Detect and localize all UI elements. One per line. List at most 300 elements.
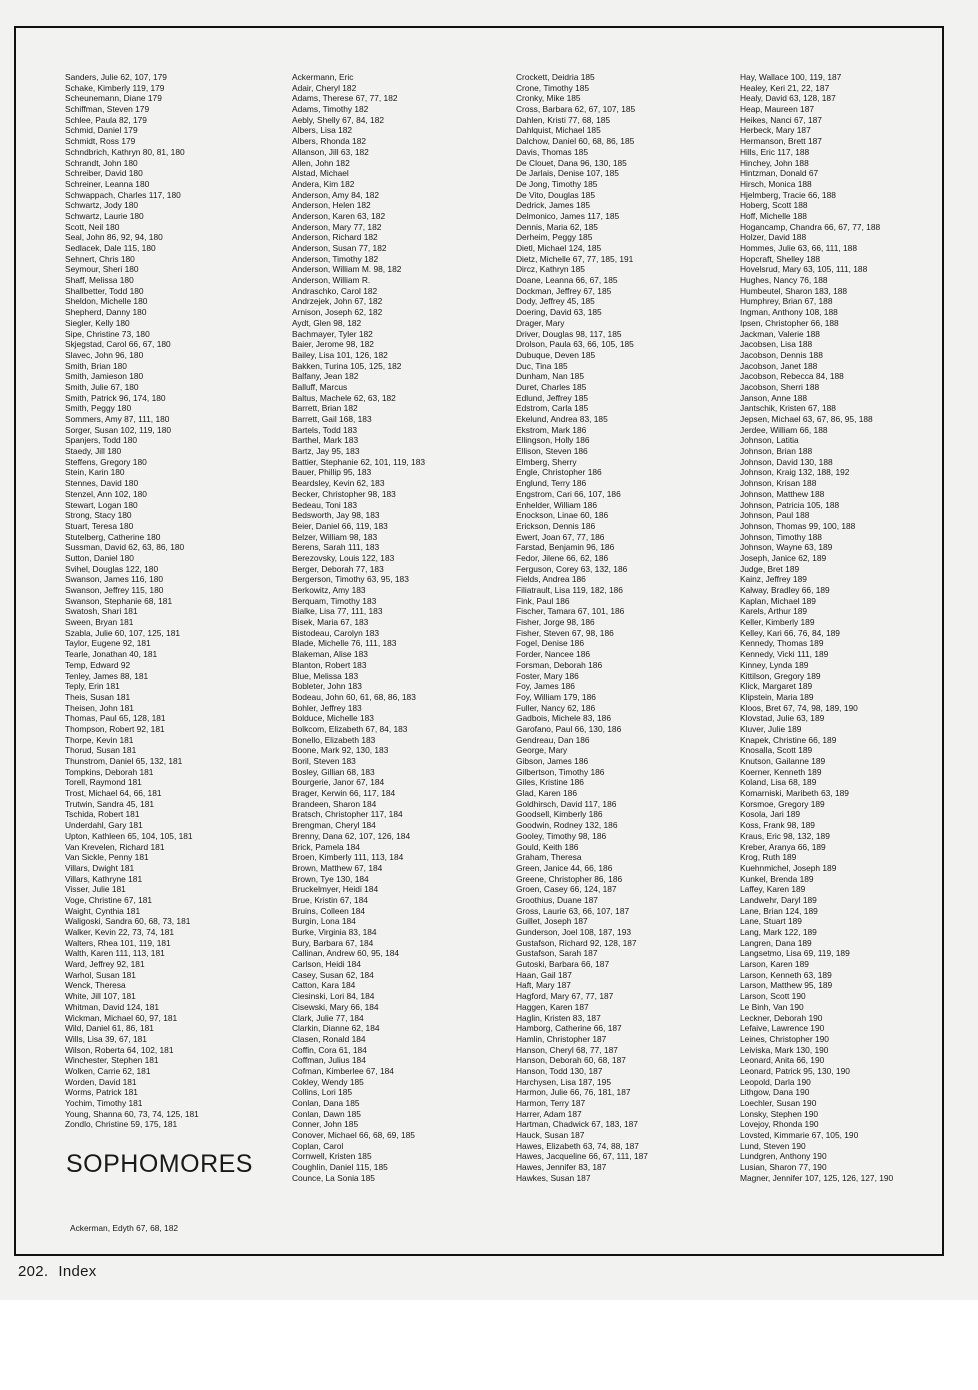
index-entry: Van Krevelen, Richard 181 bbox=[65, 841, 165, 852]
index-entry: Bruckelmyer, Heidi 184 bbox=[292, 884, 379, 895]
index-entry: Drager, Mary bbox=[516, 317, 565, 328]
index-entry: Haggen, Karen 187 bbox=[516, 1001, 589, 1012]
index-entry: Bohler, Jeffrey 183 bbox=[292, 702, 362, 713]
index-entry: Bedeau, Toni 183 bbox=[292, 499, 358, 510]
index-entry: Swanson, Stephanie 68, 181 bbox=[65, 595, 173, 606]
index-entry: Wills, Lisa 39, 67, 181 bbox=[65, 1033, 147, 1044]
index-entry: Dedrick, James 185 bbox=[516, 200, 591, 211]
index-entry: Wilson, Roberta 64, 102, 181 bbox=[65, 1044, 174, 1055]
index-entry: Slavec, John 96, 180 bbox=[65, 349, 144, 360]
index-entry: Bratsch, Christopher 117, 184 bbox=[292, 809, 403, 820]
index-entry: Schreiber, David 180 bbox=[65, 168, 143, 179]
index-entry: Kaplan, Michael 189 bbox=[740, 595, 816, 606]
index-entry: Langren, Dana 189 bbox=[740, 937, 812, 948]
index-entry: Swatosh, Shari 181 bbox=[65, 606, 138, 617]
index-entry: Dietz, Michelle 67, 77, 185, 191 bbox=[516, 253, 634, 264]
index-entry: Fisher, Steven 67, 98, 186 bbox=[516, 627, 614, 638]
index-entry: Callinan, Andrew 60, 95, 184 bbox=[292, 948, 400, 959]
index-entry: Fields, Andrea 186 bbox=[516, 574, 586, 585]
index-entry: Cross, Barbara 62, 67, 107, 185 bbox=[516, 104, 636, 115]
index-entry: Albers, Lisa 182 bbox=[292, 125, 353, 136]
index-entry: Forder, Nancee 186 bbox=[516, 649, 591, 660]
index-entry: Villars, Kathryne 181 bbox=[65, 873, 143, 884]
index-entry: Koerner, Kenneth 189 bbox=[740, 766, 822, 777]
index-entry: Hoberg, Scott 188 bbox=[740, 200, 808, 211]
index-entry: Fink, Paul 186 bbox=[516, 595, 570, 606]
index-entry: Cronky, Mike 185 bbox=[516, 93, 581, 104]
index-entry: Bolduce, Michelle 183 bbox=[292, 713, 374, 724]
index-entry: Harrer, Adam 187 bbox=[516, 1108, 582, 1119]
index-entry: Bolkcom, Elizabeth 67, 84, 183 bbox=[292, 723, 408, 734]
index-entry: Landwehr, Daryl 189 bbox=[740, 894, 817, 905]
index-entry: Aebly, Shelly 67, 84, 182 bbox=[292, 114, 385, 125]
index-entry: Keller, Kimberly 189 bbox=[740, 617, 815, 628]
index-entry: Steffens, Gregory 180 bbox=[65, 456, 147, 467]
index-entry: Worden, David 181 bbox=[65, 1076, 137, 1087]
index-entry: Balfany, Jean 182 bbox=[292, 371, 359, 382]
index-entry: Leonard, Patrick 95, 130, 190 bbox=[740, 1065, 850, 1076]
index-entry: Walth, Karen 111, 113, 181 bbox=[65, 948, 165, 959]
index-entry: Hommes, Julie 63, 66, 111, 188 bbox=[740, 243, 858, 253]
index-entry: Hjelmberg, Tracie 66, 188 bbox=[740, 189, 836, 200]
index-entry: Brick, Pamela 184 bbox=[292, 841, 360, 852]
index-entry: Johnson, Wayne 63, 189 bbox=[740, 542, 833, 553]
index-entry: Karels, Arthur 189 bbox=[740, 606, 808, 617]
index-entry: Lundgren, Anthony 190 bbox=[740, 1151, 827, 1162]
index-entry: Kreber, Aranya 66, 189 bbox=[740, 841, 826, 852]
index-entry: Kennedy, Vicki 111, 189 bbox=[740, 649, 829, 660]
index-entry: Gendreau, Dan 186 bbox=[516, 734, 590, 745]
page-section-label: Index bbox=[58, 1263, 97, 1280]
index-entry: Johnson, Paul 188 bbox=[740, 510, 810, 521]
index-entry: Barthel, Mark 183 bbox=[292, 435, 359, 446]
index-entry: Gustafson, Richard 92, 128, 187 bbox=[516, 937, 637, 948]
index-entry: Sheldon, Michelle 180 bbox=[65, 296, 148, 307]
index-entry: Cofman, Kimberlee 67, 184 bbox=[292, 1065, 394, 1076]
index-entry: Johnson, Kraig 132, 188, 192 bbox=[740, 467, 850, 478]
index-entry: Dennis, Maria 62, 185 bbox=[516, 221, 598, 232]
index-entry: Judge, Bret 189 bbox=[740, 563, 800, 574]
index-entry: Kennedy, Thomas 189 bbox=[740, 638, 824, 649]
index-entry: Larson, Scott 190 bbox=[740, 991, 806, 1002]
index-entry: Jacobson, Janet 188 bbox=[740, 360, 818, 371]
index-entry: Szabla, Julie 60, 107, 125, 181 bbox=[65, 627, 181, 638]
index-entry: Spanjers, Todd 180 bbox=[65, 435, 138, 446]
index-entry: Sipe, Christine 73, 180 bbox=[65, 328, 150, 339]
index-entry: Engstrom, Cari 66, 107, 186 bbox=[516, 488, 621, 499]
index-entry: Kalway, Bradley 66, 189 bbox=[740, 585, 830, 595]
index-entry: Lane, Stuart 189 bbox=[740, 916, 802, 927]
index-entry: Foster, Mary 186 bbox=[516, 670, 579, 681]
index-entry: Anderson, Richard 182 bbox=[292, 232, 378, 243]
index-entry: Clarkin, Dianne 62, 184 bbox=[292, 1023, 380, 1034]
index-entry: Crone, Timothy 185 bbox=[516, 82, 590, 93]
index-entry: Leopold, Darla 190 bbox=[740, 1076, 811, 1087]
index-entry: Andraschko, Carol 182 bbox=[292, 285, 378, 296]
index-entry: Hartman, Chadwick 67, 183, 187 bbox=[516, 1119, 638, 1130]
index-column-3 bbox=[516, 72, 721, 1184]
index-entry: Korsmoe, Gregory 189 bbox=[740, 798, 825, 809]
index-entry: Stennes, David 180 bbox=[65, 478, 139, 489]
index-entry: Swanson, Jeffrey 115, 180 bbox=[65, 585, 164, 595]
index-entry: George, Mary bbox=[516, 745, 568, 756]
index-entry: Trutwin, Sandra 45, 181 bbox=[65, 798, 155, 809]
index-entry: Gutoski, Barbara 66, 187 bbox=[516, 959, 610, 970]
index-entry: Hagford, Mary 67, 77, 187 bbox=[516, 991, 614, 1002]
index-entry: Adams, Therese 67, 77, 182 bbox=[292, 93, 398, 104]
index-entry: Kosola, Jari 189 bbox=[740, 809, 801, 820]
index-entry: Anderson, Helen 182 bbox=[292, 200, 371, 211]
index-entry: Baier, Jerome 98, 182 bbox=[292, 339, 374, 350]
index-entry: Coffman, Julius 184 bbox=[292, 1055, 366, 1066]
index-entry: Joseph, Janice 62, 189 bbox=[740, 552, 827, 563]
index-entry: Hanson, Cheryl 68, 77, 187 bbox=[516, 1044, 618, 1055]
index-entry: Johnson, Timothy 188 bbox=[740, 531, 822, 542]
index-entry: Green, Janice 44, 66, 186 bbox=[516, 862, 613, 873]
index-entry: Klick, Margaret 189 bbox=[740, 681, 813, 692]
index-entry: Brenny, Dana 62, 107, 126, 184 bbox=[292, 830, 411, 841]
index-entry: De Clouet, Dana 96, 130, 185 bbox=[516, 157, 627, 168]
index-entry: Janson, Anne 188 bbox=[740, 392, 808, 403]
index-entry: Le Binh, Van 190 bbox=[740, 1001, 804, 1012]
index-entry: Harmon, Julie 66, 76, 181, 187 bbox=[516, 1087, 631, 1098]
index-entry: Hogancamp, Chandra 66, 67, 77, 188 bbox=[740, 221, 881, 232]
index-entry: Upton, Kathleen 65, 104, 105, 181 bbox=[65, 830, 193, 841]
index-entry: Ellison, Steven 186 bbox=[516, 446, 588, 457]
index-entry: Smith, Patrick 96, 174, 180 bbox=[65, 392, 166, 403]
index-entry: Schake, Kimberly 119, 179 bbox=[65, 82, 165, 93]
index-entry: Klovstad, Julie 63, 189 bbox=[740, 713, 825, 724]
index-entry: Bartz, Jay 95, 183 bbox=[292, 446, 360, 457]
index-entry: Ipsen, Christopher 66, 188 bbox=[740, 317, 839, 328]
index-entry: De Jarlais, Denise 107, 185 bbox=[516, 168, 619, 179]
index-entry: Brengman, Cheryl 184 bbox=[292, 820, 376, 831]
index-entry: Bailey, Lisa 101, 126, 182 bbox=[292, 349, 388, 360]
index-entry: Doane, Leanna 66, 67, 185 bbox=[516, 275, 618, 286]
index-entry: Schrandt, John 180 bbox=[65, 157, 138, 168]
index-entry: Bakken, Turina 105, 125, 182 bbox=[292, 360, 402, 371]
index-entry: Becker, Christopher 98, 183 bbox=[292, 488, 396, 499]
index-entry: Cokley, Wendy 185 bbox=[292, 1076, 364, 1087]
index-entry: Blakeman, Alise 183 bbox=[292, 649, 368, 660]
index-entry: Foy, William 179, 186 bbox=[516, 691, 596, 702]
index-entry: Hanson, Todd 130, 187 bbox=[516, 1065, 603, 1076]
index-entry: Wild, Daniel 61, 86, 181 bbox=[65, 1023, 154, 1034]
index-entry: Blanton, Robert 183 bbox=[292, 659, 367, 670]
index-entry: Jerdee, William 66, 188 bbox=[740, 424, 828, 435]
index-entry: Driver, Douglas 98, 117, 185 bbox=[516, 328, 622, 339]
index-entry: Bisek, Maria 67, 183 bbox=[292, 617, 369, 628]
index-entry: Hamlin, Christopher 187 bbox=[516, 1033, 607, 1044]
index-entry: Balluff, Marcus bbox=[292, 381, 348, 392]
index-entry: Humbeutel, Sharon 183, 188 bbox=[740, 285, 848, 296]
index-entry: Jacobson, Rebecca 84, 188 bbox=[740, 371, 844, 382]
index-entry: Dunham, Nan 185 bbox=[516, 371, 584, 382]
index-entry: Koland, Lisa 68, 189 bbox=[740, 777, 817, 788]
index-entry: Thunstrom, Daniel 65, 132, 181 bbox=[65, 756, 183, 766]
index-entry: Beier, Daniel 66, 119, 183 bbox=[292, 520, 388, 531]
index-entry: Teply, Erin 181 bbox=[65, 681, 120, 692]
index-entry: Giles, Kristine 186 bbox=[516, 777, 584, 788]
index-entry: Conlan, Dana 185 bbox=[292, 1098, 360, 1108]
index-entry: Schndbrich, Kathryn 80, 81, 180 bbox=[65, 146, 185, 157]
index-entry: Hay, Wallace 100, 119, 187 bbox=[740, 72, 842, 82]
index-entry: Blade, Michelle 76, 111, 183 bbox=[292, 638, 397, 649]
index-entry: Bialke, Lisa 77, 111, 183 bbox=[292, 606, 383, 617]
index-entry: Clasen, Ronald 184 bbox=[292, 1033, 366, 1044]
index-entry: Bobleter, John 183 bbox=[292, 681, 362, 692]
index-entry: Hawes, Jennifer 83, 187 bbox=[516, 1162, 607, 1173]
index-entry: Ingman, Anthony 108, 188 bbox=[740, 307, 838, 318]
index-entry: Anderson, Amy 84, 182 bbox=[292, 189, 380, 200]
index-entry: Delmonico, James 117, 185 bbox=[516, 210, 620, 221]
index-entry: Haft, Mary 187 bbox=[516, 980, 571, 991]
index-entry: Loechler, Susan 190 bbox=[740, 1098, 817, 1108]
index-entry: Dietl, Michael 124, 185 bbox=[516, 243, 602, 253]
index-entry: Coffin, Cora 61, 184 bbox=[292, 1044, 367, 1055]
index-entry: Staedy, Jill 180 bbox=[65, 446, 122, 457]
index-entry: Smith, Peggy 180 bbox=[65, 403, 132, 414]
index-entry: Graham, Theresa bbox=[516, 852, 582, 863]
index-entry: Hinchey, John 188 bbox=[740, 157, 809, 168]
index-entry: Jepsen, Michael 63, 67, 86, 95, 188 bbox=[740, 414, 873, 424]
index-entry: Goodwin, Rodney 132, 186 bbox=[516, 820, 618, 831]
index-entry: Haglin, Kristen 83, 187 bbox=[516, 1012, 601, 1023]
index-entry: Larson, Matthew 95, 189 bbox=[740, 980, 833, 991]
index-entry: Wickman, Michael 60, 97, 181 bbox=[65, 1012, 178, 1023]
index-entry: Jackman, Valerie 188 bbox=[740, 328, 820, 339]
index-entry: Hanson, Deborah 60, 68, 187 bbox=[516, 1055, 626, 1066]
index-entry: Waligoski, Sandra 60, 68, 73, 181 bbox=[65, 916, 191, 927]
index-entry: Lovejoy, Rhonda 190 bbox=[740, 1119, 819, 1130]
index-entry: Kainz, Jeffrey 189 bbox=[740, 574, 807, 585]
index-entry: Elmberg, Sherry bbox=[516, 456, 577, 467]
index-entry: Smith, Julie 67, 180 bbox=[65, 381, 139, 392]
index-entry: Siegler, Kelly 180 bbox=[65, 317, 130, 328]
index-entry: Ackerman, Edyth 67, 68, 182 bbox=[70, 1223, 179, 1233]
index-entry: Heikes, Nanci 67, 187 bbox=[740, 114, 822, 125]
index-entry: Beardsley, Kevin 62, 183 bbox=[292, 478, 385, 489]
index-entry: Dockman, Jeffrey 67, 185 bbox=[516, 285, 612, 296]
index-entry: Edstrom, Carla 185 bbox=[516, 403, 589, 414]
index-entry: Lane, Brian 124, 189 bbox=[740, 905, 818, 916]
index-entry: Schwartz, Laurie 180 bbox=[65, 210, 144, 221]
index-entry: Taylor, Eugene 92, 181 bbox=[65, 638, 151, 649]
index-entry: Bachmayer, Tyler 182 bbox=[292, 328, 373, 339]
index-entry: Kraus, Eric 98, 132, 189 bbox=[740, 830, 830, 841]
index-entry: Johnson, Krisan 188 bbox=[740, 478, 817, 489]
index-entry: Johnson, Thomas 99, 100, 188 bbox=[740, 520, 856, 531]
index-entry: Seal, John 86, 92, 94, 180 bbox=[65, 232, 163, 243]
index-entry: Jacobson, Dennis 188 bbox=[740, 349, 823, 360]
index-entry: Theis, Susan 181 bbox=[65, 691, 131, 702]
index-entry: Lovsted, Kimmarie 67, 105, 190 bbox=[740, 1130, 859, 1141]
index-entry: Anderson, William M. 98, 182 bbox=[292, 264, 402, 275]
index-entry: Whitman, David 124, 181 bbox=[65, 1001, 160, 1012]
index-entry: Zondlo, Christine 59, 175, 181 bbox=[65, 1119, 178, 1130]
index-entry: Temp, Edward 92 bbox=[65, 659, 131, 670]
index-entry: Hawes, Jacqueline 66, 67, 111, 187 bbox=[516, 1151, 648, 1162]
index-entry: Gould, Keith 186 bbox=[516, 841, 579, 852]
index-entry: Leonard, Anita 66, 190 bbox=[740, 1055, 825, 1066]
index-entry: Fedor, Jilene 66, 62, 186 bbox=[516, 552, 609, 563]
index-entry: Ekstrom, Mark 186 bbox=[516, 424, 587, 435]
index-entry: Sedlacek, Dale 115, 180 bbox=[65, 243, 156, 253]
index-entry: Cisewski, Mary 66, 184 bbox=[292, 1001, 379, 1012]
index-entry: Johnson, Latitia bbox=[740, 435, 799, 446]
index-entry: Derheim, Peggy 185 bbox=[516, 232, 593, 243]
index-column-4 bbox=[740, 72, 945, 1184]
index-entry: Walker, Kevin 22, 73, 74, 181 bbox=[65, 927, 175, 937]
index-entry: Koss, Frank 98, 189 bbox=[740, 820, 815, 831]
index-entry: Conover, Michael 66, 68, 69, 185 bbox=[292, 1130, 415, 1141]
index-entry: Kinney, Lynda 189 bbox=[740, 659, 809, 670]
index-entry: Brager, Kerwin 66, 117, 184 bbox=[292, 788, 396, 799]
index-entry: Kluver, Julie 189 bbox=[740, 723, 802, 734]
index-entry: Yochim, Timothy 181 bbox=[65, 1098, 143, 1108]
index-entry: Alstad, Michael bbox=[292, 168, 349, 179]
index-entry: Greene, Christopher 86, 186 bbox=[516, 873, 623, 884]
index-entry: Carlson, Heidi 184 bbox=[292, 959, 361, 970]
index-entry: Farstad, Benjamin 96, 186 bbox=[516, 542, 615, 553]
index-entry: Scheunemann, Diane 179 bbox=[65, 93, 162, 104]
index-entry: Kelley, Kari 66, 76, 84, 189 bbox=[740, 627, 840, 638]
index-entry: Schreiner, Leanna 180 bbox=[65, 178, 150, 189]
index-entry: Hills, Eric 117, 188 bbox=[740, 146, 810, 157]
index-entry: Schwappach, Charles 117, 180 bbox=[65, 189, 181, 200]
index-entry: Clark, Julie 77, 184 bbox=[292, 1012, 364, 1023]
index-entry: Fuller, Nancy 62, 186 bbox=[516, 702, 596, 713]
index-entry: Sanders, Julie 62, 107, 179 bbox=[65, 72, 167, 82]
index-entry: Villars, Dwight 181 bbox=[65, 862, 135, 873]
index-entry: Walters, Rhea 101, 119, 181 bbox=[65, 937, 171, 948]
index-entry: Humphrey, Brian 67, 188 bbox=[740, 296, 833, 307]
index-entry: Sehnert, Chris 180 bbox=[65, 253, 135, 264]
index-entry: Trost, Michael 64, 66, 181 bbox=[65, 788, 162, 799]
index-column-2 bbox=[292, 72, 497, 1184]
index-entry: Arnison, Joseph 62, 182 bbox=[292, 307, 383, 318]
index-entry: Ferguson, Corey 63, 132, 186 bbox=[516, 563, 628, 574]
index-entry: Gibson, James 186 bbox=[516, 756, 589, 766]
index-entry: Catton, Kara 184 bbox=[292, 980, 356, 991]
index-entry: Waight, Cynthia 181 bbox=[65, 905, 141, 916]
index-entry: Coplan, Carol bbox=[292, 1140, 344, 1151]
index-entry: Counce, La Sonia 185 bbox=[292, 1172, 375, 1183]
index-entry: Theisen, John 181 bbox=[65, 702, 134, 713]
index-entry: Enockson, Linae 60, 186 bbox=[516, 510, 609, 521]
index-entry: Herbeck, Mary 187 bbox=[740, 125, 811, 136]
index-entry: Collins, Lori 185 bbox=[292, 1087, 353, 1098]
index-entry: Tompkins, Deborah 181 bbox=[65, 766, 154, 777]
index-entry: Hovelsrud, Mary 63, 105, 111, 188 bbox=[740, 264, 868, 275]
index-entry: Thompson, Robert 92, 181 bbox=[65, 723, 165, 734]
index-entry: Lusian, Sharon 77, 190 bbox=[740, 1162, 827, 1173]
index-entry: Laffey, Karen 189 bbox=[740, 884, 806, 895]
index-entry: Dody, Jeffrey 45, 185 bbox=[516, 296, 595, 307]
index-entry: Stenzel, Ann 102, 180 bbox=[65, 488, 147, 499]
index-entry: Worms, Patrick 181 bbox=[65, 1087, 138, 1098]
index-entry: Dahlen, Kristi 77, 68, 185 bbox=[516, 114, 611, 125]
index-entry: Scott, Neil 180 bbox=[65, 221, 120, 232]
index-entry: Haan, Gail 187 bbox=[516, 969, 572, 980]
index-entry: Hermanson, Brett 187 bbox=[740, 136, 822, 147]
index-entry: Tearle, Jonathan 40, 181 bbox=[65, 649, 158, 660]
index-entry: Visser, Julie 181 bbox=[65, 884, 126, 895]
index-entry: Seymour, Sheri 180 bbox=[65, 264, 139, 275]
index-entry: Warhol, Susan 181 bbox=[65, 969, 136, 980]
index-entry: Broen, Kimberly 111, 113, 184 bbox=[292, 852, 404, 863]
index-entry: Bury, Barbara 67, 184 bbox=[292, 937, 374, 948]
index-entry: Stuart, Teresa 180 bbox=[65, 520, 134, 531]
index-entry: Albers, Rhonda 182 bbox=[292, 136, 367, 147]
index-entry: Conner, John 185 bbox=[292, 1119, 359, 1130]
index-entry: Tenley, James 88, 181 bbox=[65, 670, 149, 681]
index-entry: Fogel, Denise 186 bbox=[516, 638, 584, 649]
index-entry: Torell, Raymond 181 bbox=[65, 777, 142, 788]
index-entry: Glad, Karen 186 bbox=[516, 788, 577, 799]
index-entry: Drolson, Paula 63, 66, 105, 185 bbox=[516, 339, 634, 350]
index-entry: Baltus, Machele 62, 63, 182 bbox=[292, 392, 396, 403]
index-entry: Healey, Keri 21, 22, 187 bbox=[740, 82, 830, 93]
index-entry: Andrzejek, John 67, 182 bbox=[292, 296, 383, 307]
index-entry: Groen, Casey 66, 124, 187 bbox=[516, 884, 617, 895]
index-entry: Anderson, Susan 77, 182 bbox=[292, 243, 387, 253]
index-entry: Thomas, Paul 65, 128, 181 bbox=[65, 713, 166, 724]
index-entry: Sween, Bryan 181 bbox=[65, 617, 134, 628]
index-entry: Ciesinski, Lori 84, 184 bbox=[292, 991, 375, 1002]
index-entry: Berezovsky, Louis 122, 183 bbox=[292, 552, 395, 563]
index-entry: Gadbois, Michele 83, 186 bbox=[516, 713, 611, 724]
index-entry: Barrett, Brian 182 bbox=[292, 403, 358, 414]
index-entry: Leckner, Deborah 190 bbox=[740, 1012, 823, 1023]
index-entry: Blue, Melissa 183 bbox=[292, 670, 359, 681]
index-entry: Ackermann, Eric bbox=[292, 72, 354, 82]
index-entry: De Vito, Douglas 185 bbox=[516, 189, 595, 200]
index-entry: Fisher, Jorge 98, 186 bbox=[516, 617, 595, 628]
index-entry: Gooley, Timothy 98, 186 bbox=[516, 830, 607, 841]
index-entry: Johnson, Matthew 188 bbox=[740, 488, 825, 499]
index-entry: Kloos, Bret 67, 74, 98, 189, 190 bbox=[740, 702, 858, 713]
index-entry: Lund, Steven 190 bbox=[740, 1140, 806, 1151]
index-entry: Duret, Charles 185 bbox=[516, 381, 587, 392]
index-entry: Edlund, Jeffrey 185 bbox=[516, 392, 589, 403]
index-entry: Schwartz, Jody 180 bbox=[65, 200, 139, 211]
index-entry: Hauck, Susan 187 bbox=[516, 1130, 585, 1141]
index-entry: Guillet, Joseph 187 bbox=[516, 916, 588, 927]
index-entry: Stewart, Logan 180 bbox=[65, 499, 138, 510]
index-entry: Sommers, Amy 87, 111, 180 bbox=[65, 414, 170, 424]
index-entry: Fischer, Tamara 67, 101, 186 bbox=[516, 606, 625, 617]
index-entry: Cornwell, Kristen 185 bbox=[292, 1151, 372, 1162]
page-folio bbox=[18, 1263, 97, 1280]
index-entry: Schmid, Daniel 179 bbox=[65, 125, 138, 136]
index-entry: Harmon, Terry 187 bbox=[516, 1098, 586, 1108]
index-entry: Jacobsen, Lisa 188 bbox=[740, 339, 813, 350]
index-entry: Lonsky, Stephen 190 bbox=[740, 1108, 819, 1119]
index-entry: Groothius, Duane 187 bbox=[516, 894, 598, 905]
index-entry: Sutton, Daniel 180 bbox=[65, 552, 134, 563]
index-entry: Shaff, Melissa 180 bbox=[65, 275, 134, 286]
index-entry: Anderson, Karen 63, 182 bbox=[292, 210, 386, 221]
index-entry: Schlee, Paula 82, 179 bbox=[65, 114, 147, 125]
index-entry: Battier, Stephanie 62, 101, 119, 183 bbox=[292, 456, 426, 467]
index-entry: Boone, Mark 92, 130, 183 bbox=[292, 745, 389, 756]
index-entry: Bodeau, John 60, 61, 68, 86, 183 bbox=[292, 691, 416, 702]
index-entry: Dubuque, Deven 185 bbox=[516, 349, 596, 360]
index-entry: Brown, Tye 130, 184 bbox=[292, 873, 369, 884]
index-entry: Stutelberg, Catherine 180 bbox=[65, 531, 161, 542]
index-entry: Svihel, Douglas 122, 180 bbox=[65, 563, 159, 574]
